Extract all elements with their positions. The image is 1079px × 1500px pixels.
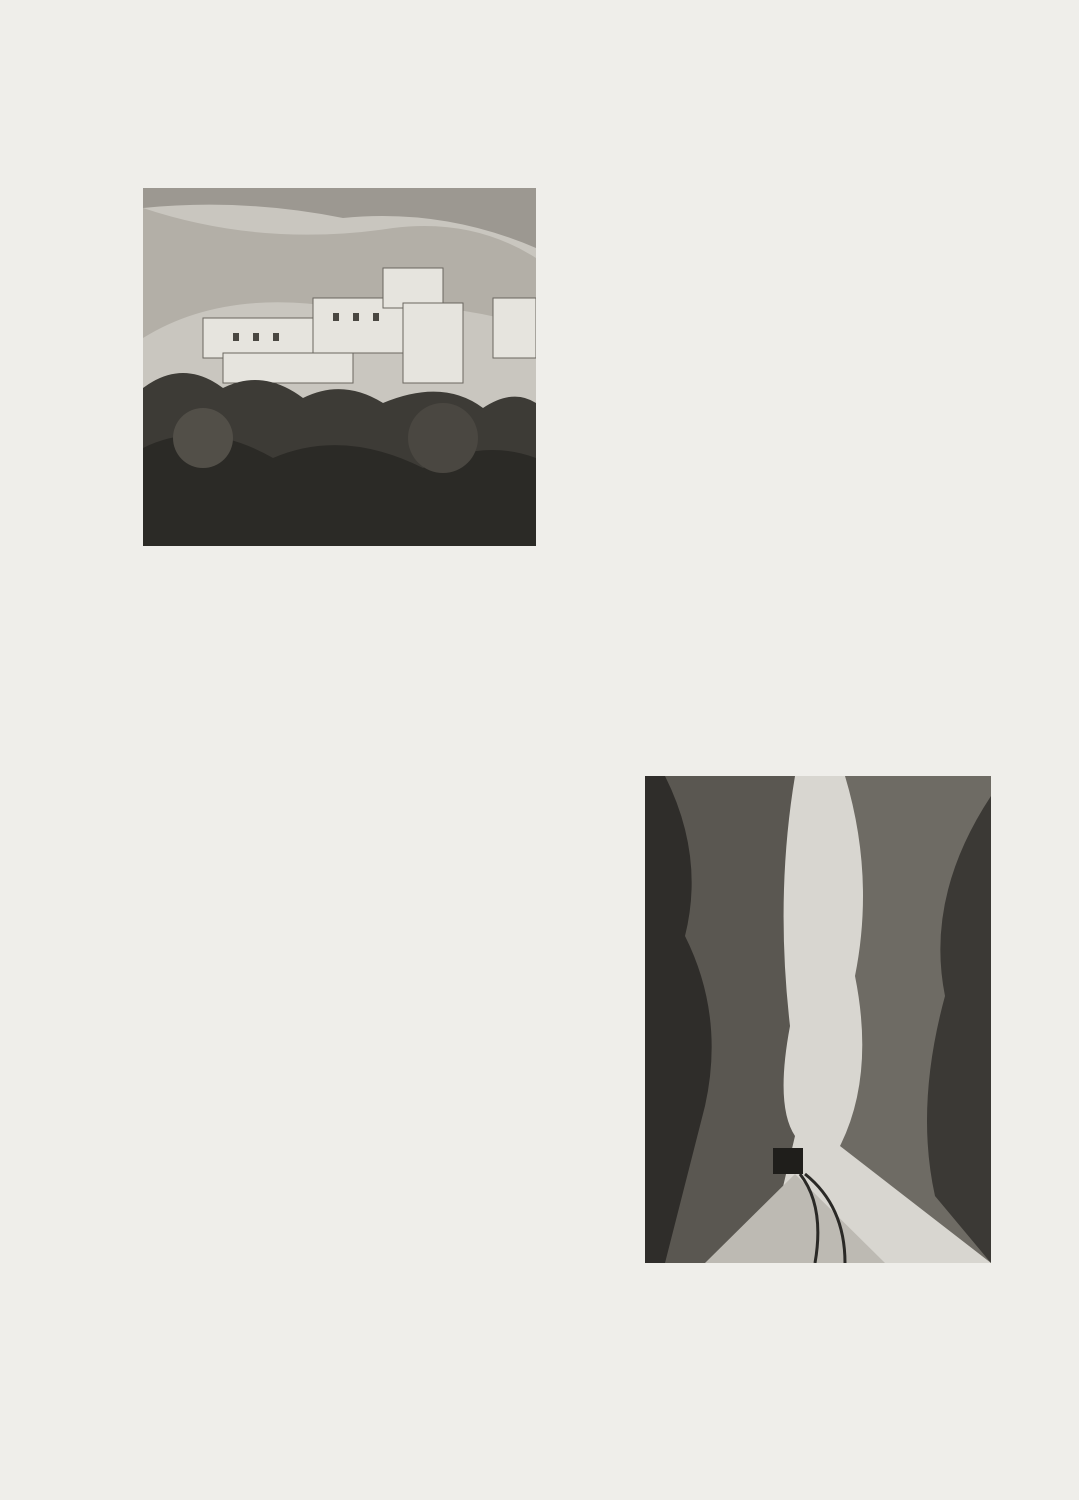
railway-gorge-photo [645, 776, 991, 1263]
monastery-photo [143, 188, 536, 546]
